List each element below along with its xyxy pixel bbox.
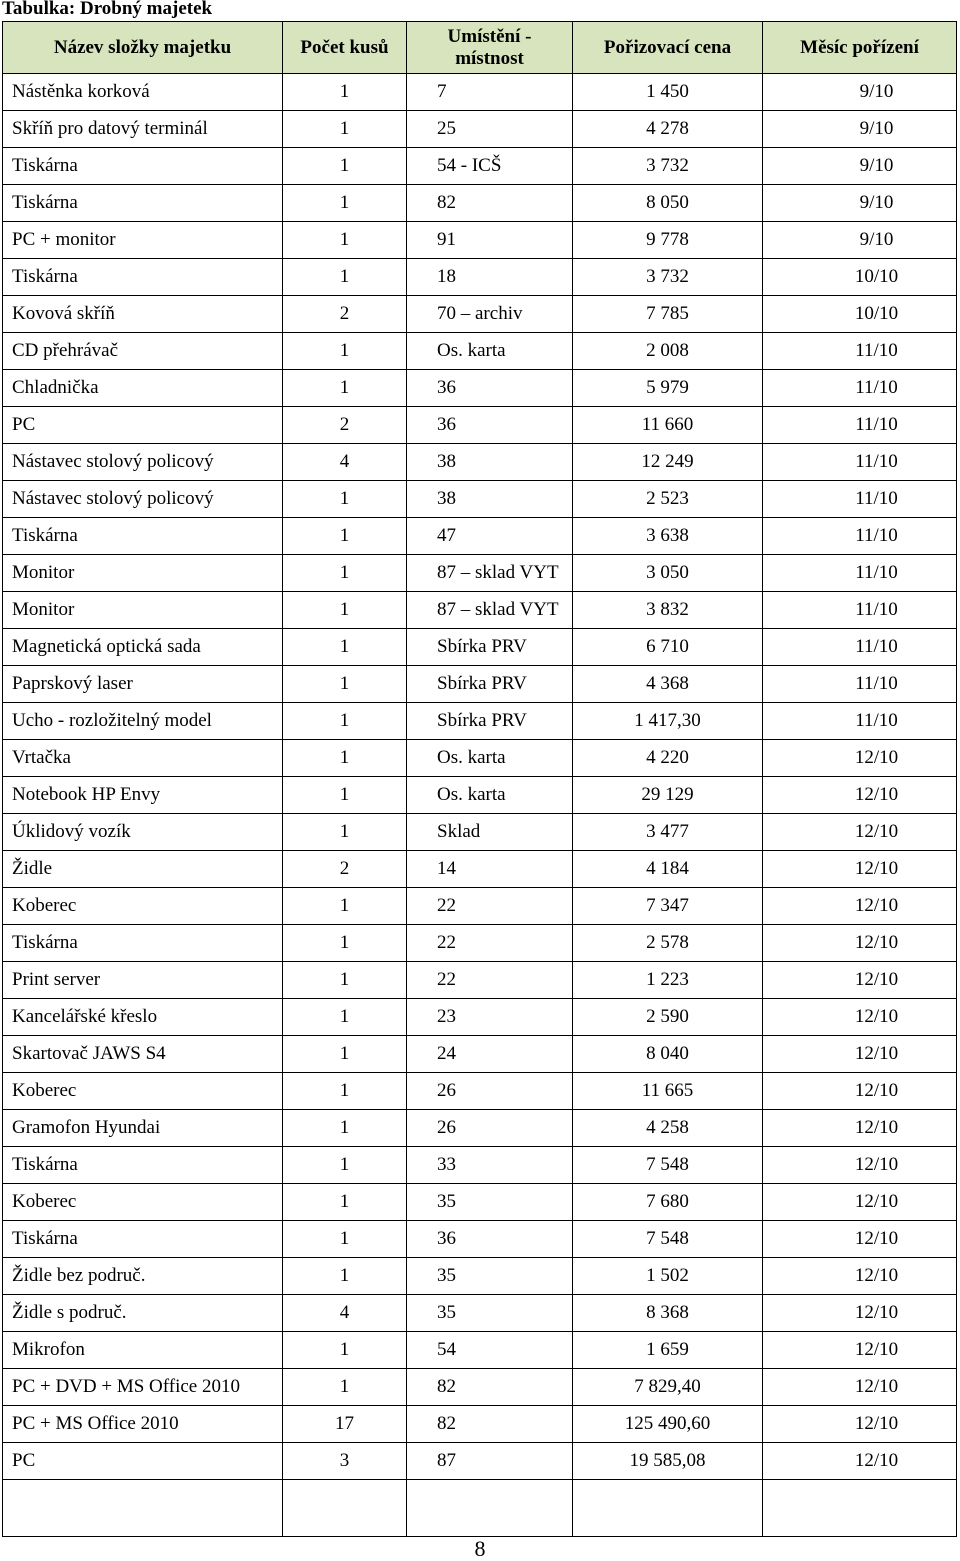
cell-location: 22 bbox=[407, 888, 573, 925]
cell-name: Tiskárna bbox=[3, 1221, 283, 1258]
cell-location: 87 bbox=[407, 1443, 573, 1480]
cell-count: 4 bbox=[283, 1295, 407, 1332]
cell-name: Tiskárna bbox=[3, 518, 283, 555]
cell-price: 2 523 bbox=[573, 481, 763, 518]
cell-count: 1 bbox=[283, 777, 407, 814]
cell-location: 35 bbox=[407, 1258, 573, 1295]
cell-location: 25 bbox=[407, 111, 573, 148]
table-row bbox=[3, 703, 957, 740]
cell-price: 8 368 bbox=[573, 1295, 763, 1332]
cell-month: 12/10 bbox=[763, 1406, 957, 1443]
cell-count: 1 bbox=[283, 555, 407, 592]
cell-name: Koberec bbox=[3, 1073, 283, 1110]
cell-name: CD přehrávač bbox=[3, 333, 283, 370]
cell-month: 11/10 bbox=[763, 592, 957, 629]
cell-count: 2 bbox=[283, 407, 407, 444]
cell-month: 12/10 bbox=[763, 1258, 957, 1295]
cell-location: 54 bbox=[407, 1332, 573, 1369]
cell-name: PC bbox=[3, 1443, 283, 1480]
table-caption: Tabulka: Drobný majetek bbox=[2, 0, 213, 19]
cell-price: 7 347 bbox=[573, 888, 763, 925]
cell-name: Tiskárna bbox=[3, 259, 283, 296]
cell-price: 3 477 bbox=[573, 814, 763, 851]
cell-month: 12/10 bbox=[763, 851, 957, 888]
cell-count: 1 bbox=[283, 1147, 407, 1184]
table-row bbox=[3, 148, 957, 185]
cell-price: 7 548 bbox=[573, 1221, 763, 1258]
cell-name: Magnetická optická sada bbox=[3, 629, 283, 666]
cell-month: 12/10 bbox=[763, 1221, 957, 1258]
table-row bbox=[3, 1184, 957, 1221]
cell-count: 1 bbox=[283, 925, 407, 962]
cell-location: 36 bbox=[407, 1221, 573, 1258]
cell-price: 5 979 bbox=[573, 370, 763, 407]
table-row bbox=[3, 1258, 957, 1295]
cell-month: 12/10 bbox=[763, 1369, 957, 1406]
table-row bbox=[3, 1221, 957, 1258]
cell-count: 1 bbox=[283, 1036, 407, 1073]
table-row bbox=[3, 1406, 957, 1443]
cell-month: 12/10 bbox=[763, 925, 957, 962]
cell-name: Paprskový laser bbox=[3, 666, 283, 703]
cell-month: 11/10 bbox=[763, 666, 957, 703]
cell-location: 70 – archiv bbox=[407, 296, 573, 333]
cell-price: 7 829,40 bbox=[573, 1369, 763, 1406]
cell-month: 12/10 bbox=[763, 1147, 957, 1184]
cell-name: PC + MS Office 2010 bbox=[3, 1406, 283, 1443]
column-header-price: Pořizovací cena bbox=[573, 22, 763, 74]
cell-month: 10/10 bbox=[763, 259, 957, 296]
cell-name: Skříň pro datový terminál bbox=[3, 111, 283, 148]
cell-location: 35 bbox=[407, 1184, 573, 1221]
column-header-location-label: Umístění - místnost bbox=[447, 25, 532, 69]
cell-count: 1 bbox=[283, 1221, 407, 1258]
cell-count: 4 bbox=[283, 444, 407, 481]
cell-month: 9/10 bbox=[763, 148, 957, 185]
cell-name: Koberec bbox=[3, 1184, 283, 1221]
table-row bbox=[3, 925, 957, 962]
cell-name: Židle bez područ. bbox=[3, 1258, 283, 1295]
cell-count: 1 bbox=[283, 1110, 407, 1147]
cell-count: 1 bbox=[283, 592, 407, 629]
table-row bbox=[3, 1147, 957, 1184]
cell-count: 1 bbox=[283, 259, 407, 296]
cell-price: 7 548 bbox=[573, 1147, 763, 1184]
cell-location: 87 – sklad VYT bbox=[407, 592, 573, 629]
cell-price: 1 450 bbox=[573, 74, 763, 111]
empty-cell bbox=[3, 1480, 283, 1537]
cell-count: 1 bbox=[283, 148, 407, 185]
cell-name: Vrtačka bbox=[3, 740, 283, 777]
cell-location: 26 bbox=[407, 1110, 573, 1147]
cell-month: 12/10 bbox=[763, 777, 957, 814]
cell-price: 8 040 bbox=[573, 1036, 763, 1073]
cell-location: Sklad bbox=[407, 814, 573, 851]
cell-name: Tiskárna bbox=[3, 185, 283, 222]
cell-count: 1 bbox=[283, 1184, 407, 1221]
cell-month: 11/10 bbox=[763, 370, 957, 407]
cell-location: 36 bbox=[407, 370, 573, 407]
table-row bbox=[3, 888, 957, 925]
cell-price: 1 502 bbox=[573, 1258, 763, 1295]
asset-table bbox=[2, 21, 957, 1537]
cell-price: 11 660 bbox=[573, 407, 763, 444]
cell-location: 23 bbox=[407, 999, 573, 1036]
cell-name: Kancelářské křeslo bbox=[3, 999, 283, 1036]
table-row bbox=[3, 222, 957, 259]
cell-location: 82 bbox=[407, 1369, 573, 1406]
cell-price: 1 659 bbox=[573, 1332, 763, 1369]
table-row bbox=[3, 777, 957, 814]
cell-name: Nástěnka korková bbox=[3, 74, 283, 111]
cell-location: 47 bbox=[407, 518, 573, 555]
cell-location: 18 bbox=[407, 259, 573, 296]
cell-count: 17 bbox=[283, 1406, 407, 1443]
cell-month: 12/10 bbox=[763, 1443, 957, 1480]
cell-location: 7 bbox=[407, 74, 573, 111]
cell-price: 2 008 bbox=[573, 333, 763, 370]
cell-name: Úklidový vozík bbox=[3, 814, 283, 851]
cell-count: 2 bbox=[283, 851, 407, 888]
empty-cell bbox=[407, 1480, 573, 1537]
cell-location: 22 bbox=[407, 925, 573, 962]
cell-month: 9/10 bbox=[763, 185, 957, 222]
cell-count: 1 bbox=[283, 962, 407, 999]
cell-price: 1 417,30 bbox=[573, 703, 763, 740]
cell-month: 11/10 bbox=[763, 555, 957, 592]
cell-name: Koberec bbox=[3, 888, 283, 925]
cell-location: 36 bbox=[407, 407, 573, 444]
cell-count: 1 bbox=[283, 518, 407, 555]
cell-count: 1 bbox=[283, 185, 407, 222]
table-row bbox=[3, 1036, 957, 1073]
cell-month: 12/10 bbox=[763, 962, 957, 999]
cell-count: 1 bbox=[283, 999, 407, 1036]
cell-name: Print server bbox=[3, 962, 283, 999]
table-row-empty bbox=[3, 1480, 957, 1537]
table-row bbox=[3, 481, 957, 518]
cell-name: Židle s područ. bbox=[3, 1295, 283, 1332]
cell-month: 11/10 bbox=[763, 407, 957, 444]
cell-count: 1 bbox=[283, 370, 407, 407]
table-row bbox=[3, 1332, 957, 1369]
table-row bbox=[3, 1295, 957, 1332]
cell-price: 2 578 bbox=[573, 925, 763, 962]
cell-count: 1 bbox=[283, 703, 407, 740]
cell-name: Kovová skříň bbox=[3, 296, 283, 333]
cell-count: 1 bbox=[283, 814, 407, 851]
table-row bbox=[3, 74, 957, 111]
table-row bbox=[3, 333, 957, 370]
table-row bbox=[3, 259, 957, 296]
table-row bbox=[3, 185, 957, 222]
cell-location: 24 bbox=[407, 1036, 573, 1073]
cell-price: 19 585,08 bbox=[573, 1443, 763, 1480]
cell-name: Monitor bbox=[3, 555, 283, 592]
cell-name: Skartovač JAWS S4 bbox=[3, 1036, 283, 1073]
table-row bbox=[3, 851, 957, 888]
cell-location: 38 bbox=[407, 444, 573, 481]
cell-price: 3 050 bbox=[573, 555, 763, 592]
cell-count: 1 bbox=[283, 888, 407, 925]
table-row bbox=[3, 1110, 957, 1147]
cell-price: 1 223 bbox=[573, 962, 763, 999]
column-header-month: Měsíc pořízení bbox=[763, 22, 957, 74]
table-row bbox=[3, 111, 957, 148]
table-row bbox=[3, 370, 957, 407]
cell-month: 9/10 bbox=[763, 111, 957, 148]
table-row bbox=[3, 740, 957, 777]
cell-name: Ucho - rozložitelný model bbox=[3, 703, 283, 740]
cell-location: 54 - ICŠ bbox=[407, 148, 573, 185]
cell-price: 29 129 bbox=[573, 777, 763, 814]
cell-count: 3 bbox=[283, 1443, 407, 1480]
cell-location: Sbírka PRV bbox=[407, 703, 573, 740]
cell-month: 12/10 bbox=[763, 888, 957, 925]
cell-count: 1 bbox=[283, 1258, 407, 1295]
cell-location: 26 bbox=[407, 1073, 573, 1110]
cell-location: 14 bbox=[407, 851, 573, 888]
cell-month: 9/10 bbox=[763, 74, 957, 111]
cell-price: 4 368 bbox=[573, 666, 763, 703]
cell-price: 3 638 bbox=[573, 518, 763, 555]
cell-location: 22 bbox=[407, 962, 573, 999]
table-row bbox=[3, 999, 957, 1036]
cell-price: 4 184 bbox=[573, 851, 763, 888]
column-header-count: Počet kusů bbox=[283, 22, 407, 74]
cell-price: 7 785 bbox=[573, 296, 763, 333]
table-row bbox=[3, 407, 957, 444]
table-row bbox=[3, 444, 957, 481]
cell-location: Os. karta bbox=[407, 333, 573, 370]
cell-location: Os. karta bbox=[407, 777, 573, 814]
cell-month: 12/10 bbox=[763, 1332, 957, 1369]
cell-location: 33 bbox=[407, 1147, 573, 1184]
cell-month: 11/10 bbox=[763, 518, 957, 555]
cell-name: Tiskárna bbox=[3, 925, 283, 962]
cell-count: 2 bbox=[283, 296, 407, 333]
cell-price: 9 778 bbox=[573, 222, 763, 259]
cell-location: Sbírka PRV bbox=[407, 666, 573, 703]
cell-month: 12/10 bbox=[763, 814, 957, 851]
cell-price: 4 220 bbox=[573, 740, 763, 777]
table-row bbox=[3, 592, 957, 629]
cell-month: 11/10 bbox=[763, 629, 957, 666]
cell-name: Tiskárna bbox=[3, 1147, 283, 1184]
cell-count: 1 bbox=[283, 74, 407, 111]
cell-location: 38 bbox=[407, 481, 573, 518]
cell-price: 4 258 bbox=[573, 1110, 763, 1147]
cell-month: 11/10 bbox=[763, 703, 957, 740]
cell-count: 1 bbox=[283, 1073, 407, 1110]
cell-month: 11/10 bbox=[763, 481, 957, 518]
cell-count: 1 bbox=[283, 481, 407, 518]
cell-location: 35 bbox=[407, 1295, 573, 1332]
cell-name: PC + monitor bbox=[3, 222, 283, 259]
cell-price: 4 278 bbox=[573, 111, 763, 148]
table-row bbox=[3, 296, 957, 333]
cell-location: Os. karta bbox=[407, 740, 573, 777]
cell-name: PC + DVD + MS Office 2010 bbox=[3, 1369, 283, 1406]
table-row bbox=[3, 1073, 957, 1110]
cell-location: 91 bbox=[407, 222, 573, 259]
cell-location: 82 bbox=[407, 185, 573, 222]
cell-name: Židle bbox=[3, 851, 283, 888]
table-row bbox=[3, 518, 957, 555]
cell-price: 3 732 bbox=[573, 259, 763, 296]
cell-price: 2 590 bbox=[573, 999, 763, 1036]
cell-name: PC bbox=[3, 407, 283, 444]
cell-price: 125 490,60 bbox=[573, 1406, 763, 1443]
cell-count: 1 bbox=[283, 333, 407, 370]
cell-name: Chladnička bbox=[3, 370, 283, 407]
cell-name: Gramofon Hyundai bbox=[3, 1110, 283, 1147]
cell-price: 3 732 bbox=[573, 148, 763, 185]
cell-name: Monitor bbox=[3, 592, 283, 629]
cell-location: Sbírka PRV bbox=[407, 629, 573, 666]
table-row bbox=[3, 814, 957, 851]
cell-count: 1 bbox=[283, 1369, 407, 1406]
cell-month: 11/10 bbox=[763, 333, 957, 370]
cell-month: 12/10 bbox=[763, 1110, 957, 1147]
column-header-name: Název složky majetku bbox=[3, 22, 283, 74]
cell-count: 1 bbox=[283, 1332, 407, 1369]
table-row bbox=[3, 629, 957, 666]
table-row bbox=[3, 666, 957, 703]
cell-price: 6 710 bbox=[573, 629, 763, 666]
cell-month: 11/10 bbox=[763, 444, 957, 481]
table-header-row bbox=[3, 22, 957, 74]
cell-count: 1 bbox=[283, 740, 407, 777]
cell-name: Nástavec stolový policový bbox=[3, 444, 283, 481]
cell-name: Nástavec stolový policový bbox=[3, 481, 283, 518]
cell-count: 1 bbox=[283, 222, 407, 259]
cell-month: 12/10 bbox=[763, 1036, 957, 1073]
cell-count: 1 bbox=[283, 111, 407, 148]
cell-month: 10/10 bbox=[763, 296, 957, 333]
column-header-location bbox=[407, 22, 573, 74]
cell-price: 8 050 bbox=[573, 185, 763, 222]
cell-month: 12/10 bbox=[763, 1184, 957, 1221]
cell-month: 12/10 bbox=[763, 1073, 957, 1110]
table-row bbox=[3, 555, 957, 592]
cell-month: 12/10 bbox=[763, 740, 957, 777]
cell-month: 9/10 bbox=[763, 222, 957, 259]
cell-month: 12/10 bbox=[763, 999, 957, 1036]
cell-location: 87 – sklad VYT bbox=[407, 555, 573, 592]
cell-month: 12/10 bbox=[763, 1295, 957, 1332]
cell-name: Tiskárna bbox=[3, 148, 283, 185]
empty-cell bbox=[763, 1480, 957, 1537]
table-body bbox=[3, 74, 957, 1537]
cell-price: 11 665 bbox=[573, 1073, 763, 1110]
table-row bbox=[3, 1443, 957, 1480]
table-row bbox=[3, 1369, 957, 1406]
empty-cell bbox=[573, 1480, 763, 1537]
cell-name: Notebook HP Envy bbox=[3, 777, 283, 814]
page-number: 8 bbox=[474, 1536, 486, 1561]
cell-name: Mikrofon bbox=[3, 1332, 283, 1369]
table-row bbox=[3, 962, 957, 999]
cell-price: 12 249 bbox=[573, 444, 763, 481]
cell-count: 1 bbox=[283, 666, 407, 703]
cell-price: 3 832 bbox=[573, 592, 763, 629]
cell-location: 82 bbox=[407, 1406, 573, 1443]
cell-price: 7 680 bbox=[573, 1184, 763, 1221]
empty-cell bbox=[283, 1480, 407, 1537]
cell-count: 1 bbox=[283, 629, 407, 666]
